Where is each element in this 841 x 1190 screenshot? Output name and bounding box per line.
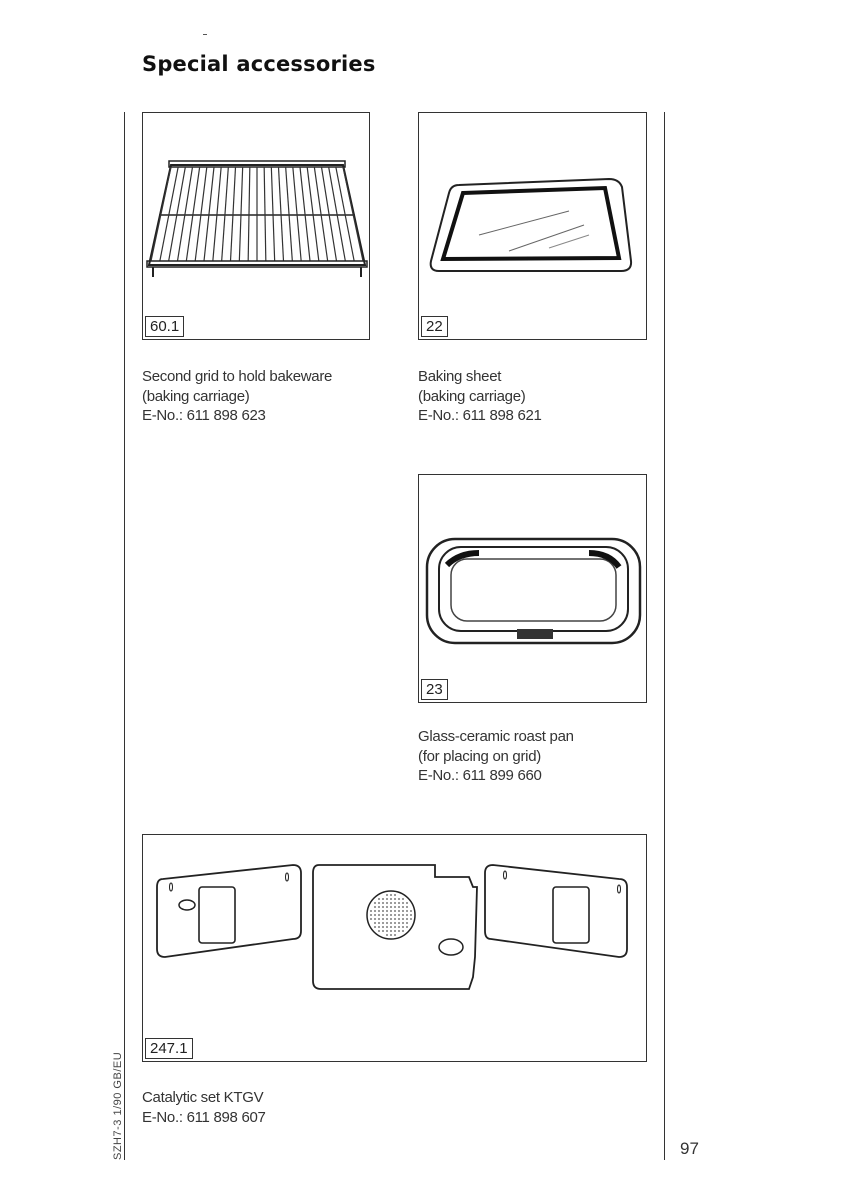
perforation-dot (402, 914, 404, 916)
perforation-dot (378, 910, 380, 912)
figure-ref-247-1: 247.1 (145, 1038, 193, 1059)
grid-rod (248, 167, 250, 261)
perforation-dot (378, 918, 380, 920)
perforation-dot (410, 914, 412, 916)
perforation-dot (386, 934, 388, 936)
catalytic-set-illustration (143, 835, 648, 1063)
caption-line: Catalytic set KTGV (142, 1089, 264, 1106)
perforation-dot (398, 926, 400, 928)
grid-rod (186, 167, 199, 261)
perforation-dot (402, 902, 404, 904)
perforation-dot (398, 898, 400, 900)
perforation-dot (374, 902, 376, 904)
grid-rod (264, 167, 266, 261)
perforation-dot (378, 898, 380, 900)
perforation-dot (398, 930, 400, 932)
perforation-dot (382, 902, 384, 904)
perforation-dot (378, 906, 380, 908)
perforation-dot (370, 910, 372, 912)
grid-rod (213, 167, 221, 261)
grid-rod (151, 167, 171, 261)
perforation-dot (390, 922, 392, 924)
perforation-dot (390, 910, 392, 912)
figure-ref-22: 22 (421, 316, 448, 337)
perforation-dot (406, 902, 408, 904)
perforation-dot (374, 922, 376, 924)
perforation-dot (390, 914, 392, 916)
caption-line: (baking carriage) (142, 387, 250, 405)
perforation-dot (382, 898, 384, 900)
grid-rod (322, 167, 337, 261)
perforation-dot (398, 918, 400, 920)
perforation-dot (386, 902, 388, 904)
perforation-dot (406, 906, 408, 908)
left-margin-rule (124, 112, 125, 1160)
perforation-dot (382, 922, 384, 924)
perforation-dot (382, 906, 384, 908)
caption-catalytic-set (142, 1088, 266, 1127)
perforation-dot (374, 910, 376, 912)
perforation-dot (398, 906, 400, 908)
perforation-dot (374, 918, 376, 920)
caption-roast-pan (418, 727, 574, 786)
perforation-dot (402, 906, 404, 908)
perforation-dot (410, 918, 412, 920)
perforation-dot (406, 910, 408, 912)
baking-sheet-figure (418, 112, 647, 340)
perforation-dot (390, 930, 392, 932)
catalytic-set-figure (142, 834, 647, 1062)
perforation-dot (402, 898, 404, 900)
document-code: SZH7-3 1/90 GB/EU (112, 1051, 124, 1160)
perforation-dot (370, 918, 372, 920)
perforation-dot (402, 926, 404, 928)
page-number: 97 (680, 1139, 699, 1158)
perforation-dot (394, 922, 396, 924)
perforation-dot (398, 902, 400, 904)
perforation-dot (374, 914, 376, 916)
perforation-dot (386, 926, 388, 928)
perforation-dot (382, 926, 384, 928)
figure-ref-60-1: 60.1 (145, 316, 184, 337)
grid-rod (293, 167, 301, 261)
perforation-dot (386, 894, 388, 896)
perforation-dot (378, 922, 380, 924)
perforation-dot (386, 906, 388, 908)
perforation-dot (390, 894, 392, 896)
caption-grid (142, 367, 332, 426)
grid-rod (231, 167, 236, 261)
grid-rod (222, 167, 229, 261)
perforation-dot (378, 902, 380, 904)
perforation-dot (390, 906, 392, 908)
grid-rod (314, 167, 327, 261)
right-margin-rule (664, 112, 665, 1160)
grid-rod (160, 167, 178, 261)
perforation-dot (394, 894, 396, 896)
perforation-dot (394, 930, 396, 932)
grid-rod (286, 167, 293, 261)
perforation-dot (394, 918, 396, 920)
perforation-dot (382, 930, 384, 932)
grid-rod (271, 167, 274, 261)
perforation-dot (394, 910, 396, 912)
perforation-dot (406, 922, 408, 924)
caption-line: (baking carriage) (418, 387, 526, 405)
grid-rod (279, 167, 284, 261)
perforation-dot (382, 910, 384, 912)
perforation-dot (398, 910, 400, 912)
caption-line: E-No.: 611 898 607 (142, 1108, 266, 1126)
baking-sheet-illustration (419, 113, 648, 341)
perforation-dot (378, 914, 380, 916)
caption-line: Second grid to hold bakeware (142, 368, 333, 385)
perforation-dot (386, 910, 388, 912)
perforation-dot (402, 922, 404, 924)
perforation-dot (374, 906, 376, 908)
perforation-dot (378, 926, 380, 928)
perforation-dot (386, 922, 388, 924)
grid-illustration (143, 113, 371, 341)
perforation-dot (382, 914, 384, 916)
roast-pan-illustration (419, 475, 648, 704)
grid-rod (169, 167, 186, 261)
perforation-dot (390, 918, 392, 920)
perforation-dot (386, 898, 388, 900)
perforation-dot (402, 918, 404, 920)
perforation-dot (394, 934, 396, 936)
figure-ref-23: 23 (421, 679, 448, 700)
perforation-dot (394, 914, 396, 916)
perforation-dot (406, 926, 408, 928)
grid-rod (239, 167, 242, 261)
perforation-dot (390, 902, 392, 904)
perforation-dot (394, 898, 396, 900)
roast-pan-figure (418, 474, 647, 703)
perforation-dot (390, 926, 392, 928)
perforation-dot (382, 918, 384, 920)
perforation-dot (394, 926, 396, 928)
perforation-dot (386, 930, 388, 932)
perforation-dot (374, 926, 376, 928)
perforation-dot (370, 914, 372, 916)
perforation-dot (402, 910, 404, 912)
caption-line: E-No.: 611 898 623 (142, 407, 266, 424)
grid-rod (336, 167, 354, 261)
perforation-dot (390, 898, 392, 900)
grid-rod (329, 167, 346, 261)
perforation-dot (394, 906, 396, 908)
perforation-dot (378, 930, 380, 932)
caption-line: (for placing on grid) (418, 747, 541, 765)
perforation-dot (410, 910, 412, 912)
stray-mark (203, 34, 207, 35)
caption-line: Baking sheet (418, 368, 502, 385)
caption-line: E-No.: 611 899 660 (418, 767, 542, 784)
perforation-dot (406, 918, 408, 920)
perforation-dot (402, 930, 404, 932)
perforation-dot (386, 914, 388, 916)
caption-line: E-No.: 611 898 621 (418, 407, 542, 424)
perforation-dot (406, 914, 408, 916)
grid-figure (142, 112, 370, 340)
perforation-dot (386, 918, 388, 920)
caption-line: Glass-ceramic roast pan (418, 728, 574, 745)
grid-rod (178, 167, 193, 261)
page-title: Special accessories (142, 52, 376, 76)
caption-baking-sheet (418, 367, 542, 426)
perforation-dot (390, 934, 392, 936)
perforation-dot (398, 914, 400, 916)
perforation-dot (394, 902, 396, 904)
perforation-dot (398, 922, 400, 924)
grid-rod (343, 167, 363, 261)
